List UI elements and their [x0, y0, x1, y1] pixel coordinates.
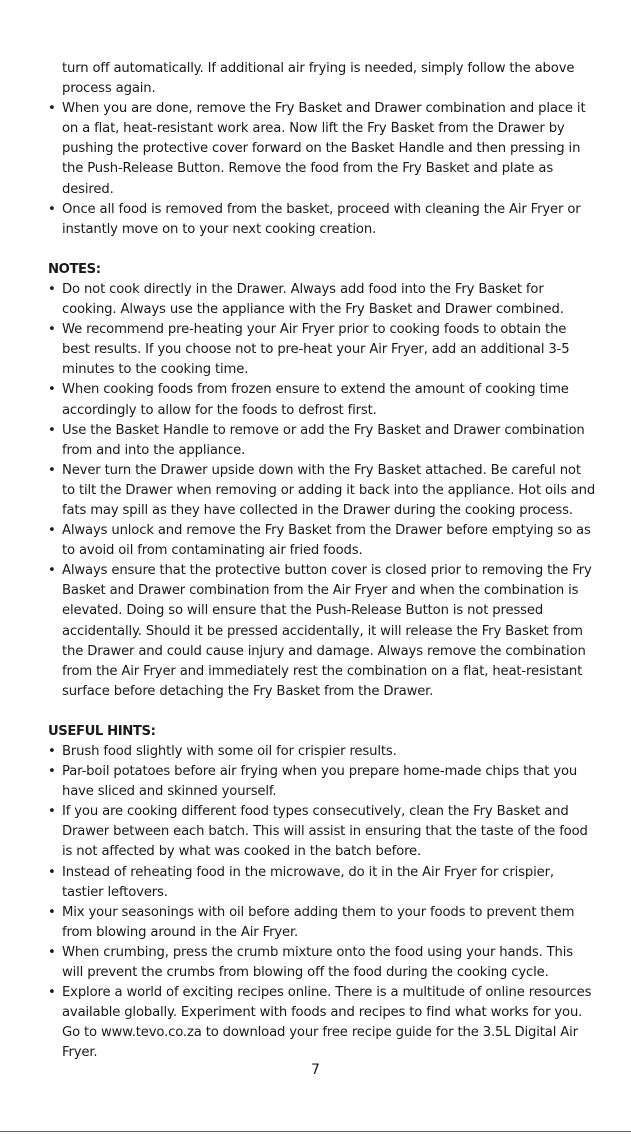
list-item: • Explore a world of exciting recipes online. There is a multitude of online resources available globally. Experiment with foods and recipes to find what works for you. Go to www.tevo.co.za to download your free recipe guide for the 3.5L Digital Air Fryer. — [48, 983, 596, 1063]
list-item: • When crumbing, press the crumb mixture onto the food using your hands. This will prevent the crumbs from blowing off the food during the cooking cycle. — [48, 943, 596, 983]
bottom-divider — [0, 1131, 631, 1132]
notes-list — [48, 280, 596, 702]
page-content — [48, 59, 596, 1064]
list-item: • If you are cooking different food types consecutively, clean the Fry Basket and Drawer between each batch. This will assist in ensuring that the taste of the food is not affected by what was cooked in the batch before. — [48, 802, 596, 862]
list-item: • When cooking foods from frozen ensure to extend the amount of cooking time accordingly to allow for the foods to defrost first. — [48, 380, 596, 420]
list-item: • Once all food is removed from the basket, proceed with cleaning the Air Fryer or instantly move on to your next cooking creation. — [48, 200, 596, 240]
list-item: • Brush food slightly with some oil for crispier results. — [48, 742, 596, 762]
list-item: • Use the Basket Handle to remove or add the Fry Basket and Drawer combination from and into the appliance. — [48, 421, 596, 461]
list-item: • Always unlock and remove the Fry Basket from the Drawer before emptying so as to avoid oil from contaminating air fried foods. — [48, 521, 596, 561]
list-item: • Instead of reheating food in the microwave, do it in the Air Fryer for crispier, tastier leftovers. — [48, 863, 596, 903]
list-item: • Mix your seasonings with oil before adding them to your foods to prevent them from blowing around in the Air Fryer. — [48, 903, 596, 943]
section-spacer — [48, 240, 596, 260]
section-spacer — [48, 702, 596, 722]
useful-hints-heading: USEFUL HINTS: — [48, 723, 156, 739]
page-number: 7 — [311, 1062, 320, 1078]
list-item: • We recommend pre-heating your Air Fryer prior to cooking foods to obtain the best results. If you choose not to pre-heat your Air Fryer, add an additional 3-5 minutes to the cooking time. — [48, 320, 596, 380]
list-item: • Always ensure that the protective button cover is closed prior to removing the Fry Basket and Drawer combination from the Air Fryer and when the combination is elevated. Doing so will ensure that the Push-Release Button is not pressed accidentally. Should it be pressed accidentally, it will release the Fry Basket from the Drawer and could cause injury and damage. Always remove the combination from the Air Fryer and immediately rest the combination on a flat, heat-resistant surface before detaching the Fry Basket from the Drawer. — [48, 561, 596, 702]
list-item: • Do not cook directly in the Drawer. Always add food into the Fry Basket for cooking. Always use the appliance with the Fry Basket and Drawer combined. — [48, 280, 596, 320]
continuation-paragraph: turn off automatically. If additional air frying is needed, simply follow the above process again. — [62, 61, 575, 97]
top-bullet-list — [48, 99, 596, 240]
list-item: • Par-boil potatoes before air frying when you prepare home-made chips that you have sliced and skinned yourself. — [48, 762, 596, 802]
list-item: • When you are done, remove the Fry Basket and Drawer combination and place it on a flat, heat-resistant work area. Now lift the Fry Basket from the Drawer by pushing the protective cover forward on the Basket Handle and then pressing in the Push-Release Button. Remove the food from the Fry Basket and plate as desired. — [48, 99, 596, 199]
notes-heading: NOTES: — [48, 261, 101, 277]
list-item: • Never turn the Drawer upside down with the Fry Basket attached. Be careful not to tilt the Drawer when removing or adding it back into the appliance. Hot oils and fats may spill as they have collected in the Drawer during the cooking process. — [48, 461, 596, 521]
useful-hints-list — [48, 742, 596, 1064]
